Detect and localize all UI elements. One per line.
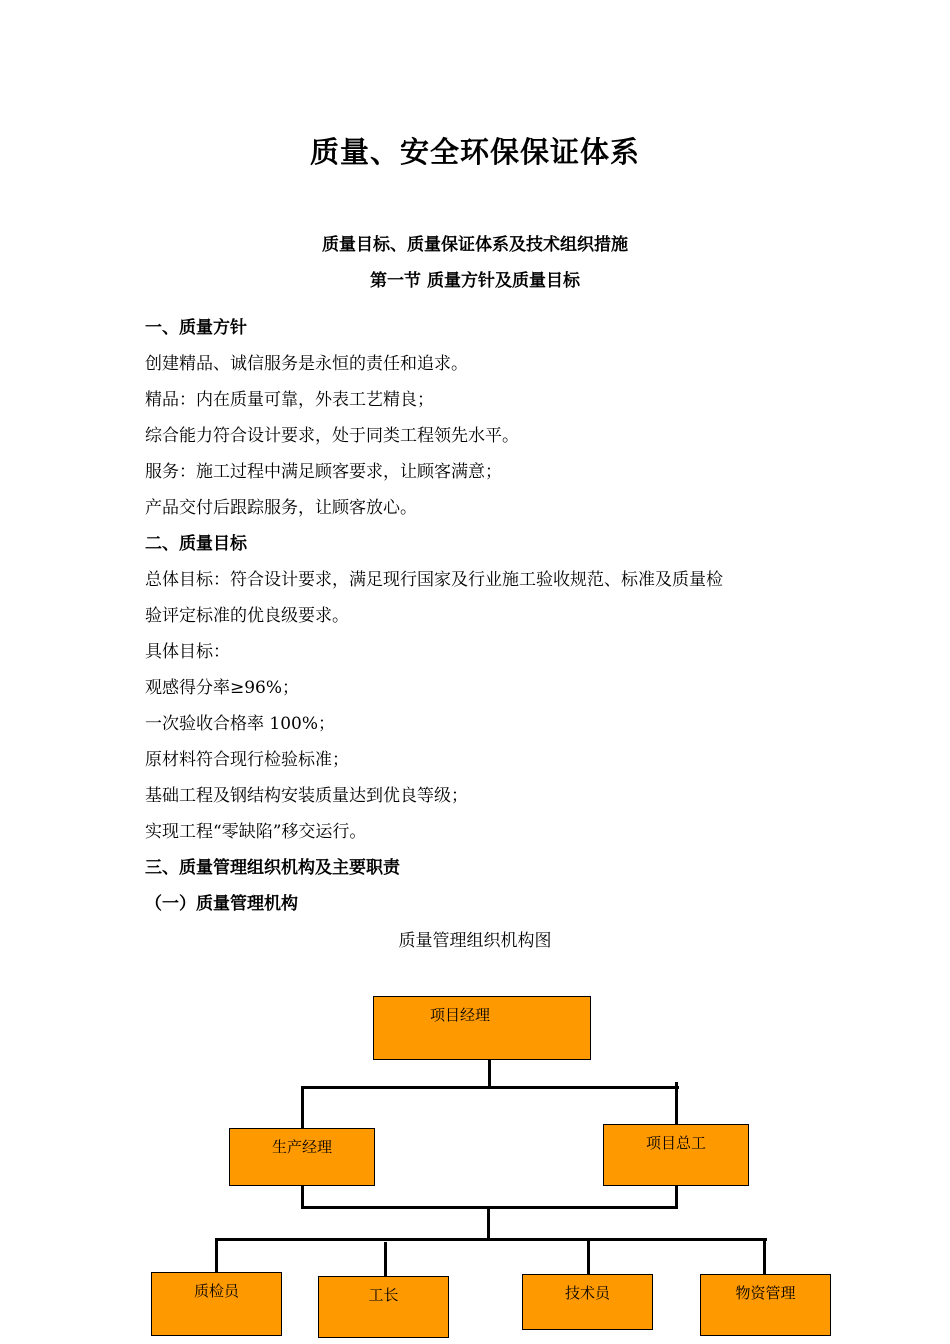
paragraph-line: 服务：施工过程中满足顾客要求，让顾客满意； (145, 462, 502, 482)
paragraph-line: 原材料符合现行检验标准； (145, 750, 349, 770)
paragraph-line: 总体目标：符合设计要求，满足现行国家及行业施工验收规范、标准及质量检 (145, 570, 723, 590)
connector-line (301, 1185, 304, 1208)
paragraph-line: 精品：内在质量可靠，外表工艺精良； (145, 390, 434, 410)
connector-line (487, 1208, 490, 1240)
org-node-materials-management: 物资管理 (700, 1274, 831, 1336)
document-body (145, 310, 825, 922)
connector-line (488, 1059, 491, 1087)
section-heading-line: 二、质量目标 (145, 534, 247, 554)
section-subtitle: 质量目标、质量保证体系及技术组织措施 (322, 235, 628, 255)
connector-line (215, 1238, 218, 1274)
org-node-production-manager: 生产经理 (229, 1128, 375, 1186)
connector-line (215, 1238, 767, 1241)
connector-line (763, 1240, 766, 1276)
paragraph-line: 创建精品、诚信服务是永恒的责任和追求。 (145, 354, 468, 374)
paragraph-line: 综合能力符合设计要求，处于同类工程领先水平。 (145, 426, 519, 446)
org-node-technician: 技术员 (522, 1274, 653, 1330)
org-node-foreman: 工长 (318, 1276, 449, 1338)
connector-line (301, 1086, 679, 1089)
org-chart-caption: 质量管理组织机构图 (398, 931, 552, 951)
paragraph-line: 观感得分率≥96%； (145, 678, 300, 698)
section-heading: 第一节 质量方针及质量目标 (370, 271, 580, 291)
connector-line (384, 1242, 387, 1278)
connector-line (587, 1240, 590, 1276)
connector-line (675, 1082, 678, 1126)
connector-line (301, 1086, 304, 1130)
document-title: 质量、安全环保保证体系 (309, 135, 640, 169)
org-node-quality-inspector: 质检员 (151, 1272, 282, 1336)
section-heading-line: （一）质量管理机构 (145, 894, 298, 914)
org-node-chief-engineer: 项目总工 (603, 1124, 749, 1186)
paragraph-line: 一次验收合格率 100%； (145, 714, 336, 734)
paragraph-line: 基础工程及钢结构安装质量达到优良等级； (145, 786, 468, 806)
org-node-project-manager: 项目经理 (373, 996, 591, 1060)
paragraph-line: 具体目标： (145, 642, 230, 662)
paragraph-line: 实现工程“零缺陷”移交运行。 (145, 822, 367, 842)
paragraph-line: 验评定标准的优良级要求。 (145, 606, 349, 626)
connector-line (675, 1185, 678, 1208)
paragraph-line: 产品交付后跟踪服务，让顾客放心。 (145, 498, 417, 518)
section-heading-line: 一、质量方针 (145, 318, 247, 338)
section-heading-line: 三、质量管理组织机构及主要职责 (145, 858, 400, 878)
